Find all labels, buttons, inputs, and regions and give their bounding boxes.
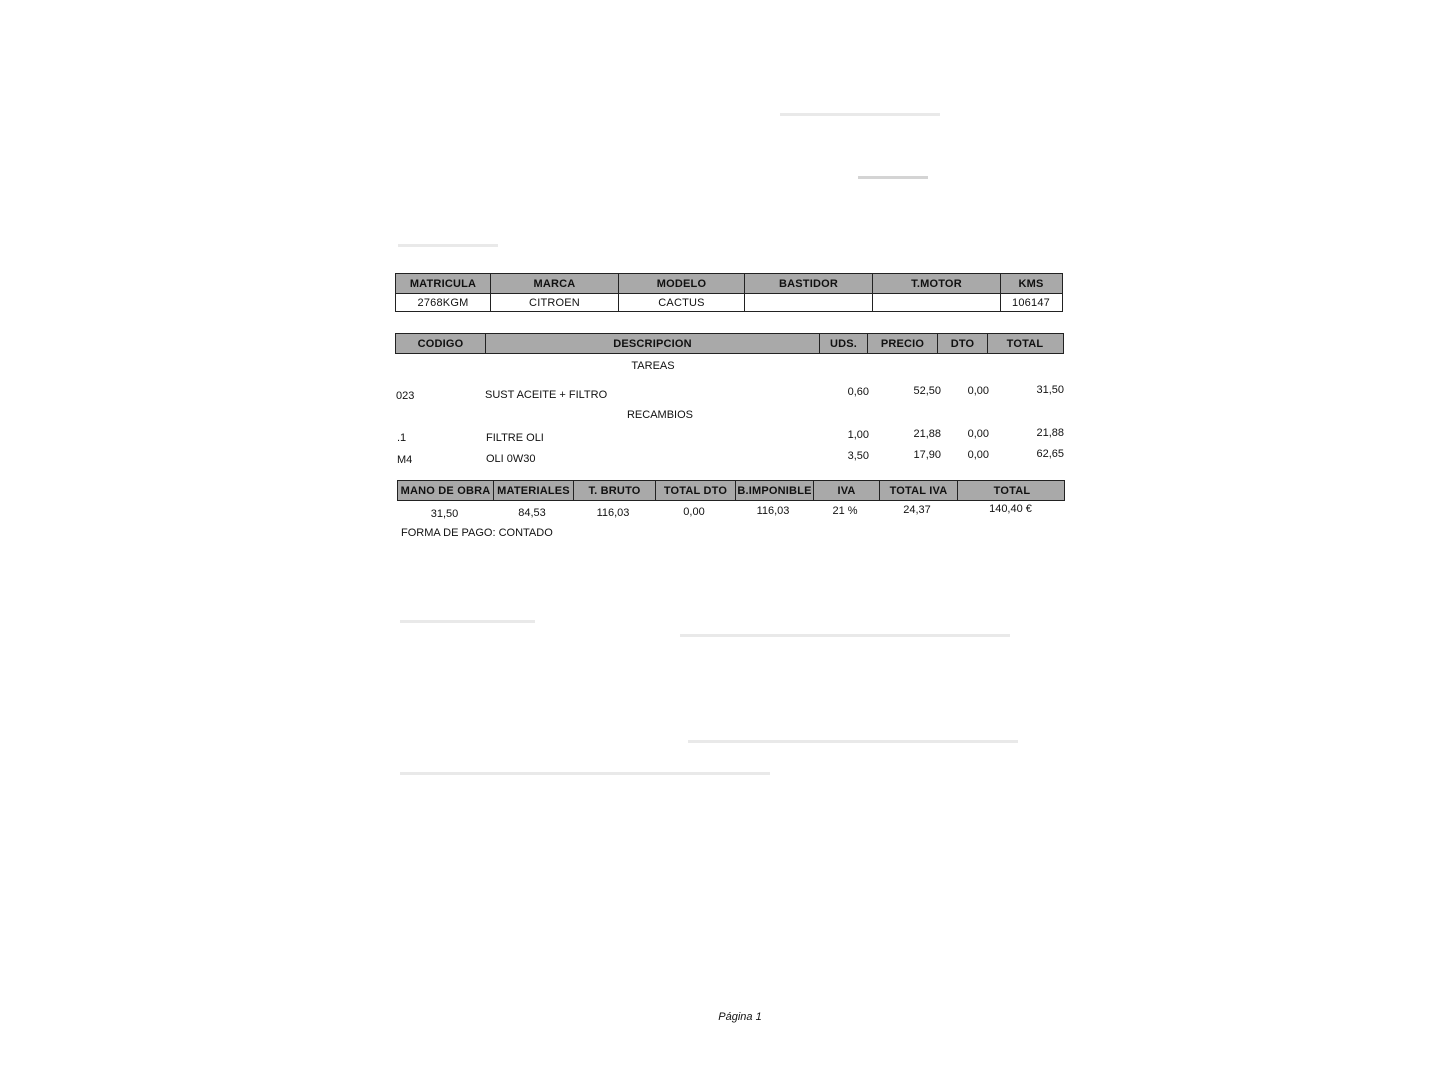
- header-mano-de-obra: MANO DE OBRA: [400, 484, 491, 497]
- value-b-imponible: 116,03: [756, 505, 790, 517]
- row-dto: 0,00: [967, 428, 989, 440]
- value-mano-de-obra: 31,50: [430, 508, 459, 520]
- page-number: Página 1: [718, 1011, 762, 1023]
- value-total-iva: 24,37: [903, 504, 931, 516]
- header-tmotor: T.MOTOR: [872, 274, 1000, 294]
- value-modelo: CACTUS: [618, 294, 744, 311]
- row-uds: 3,50: [847, 450, 869, 462]
- header-total: TOTAL: [957, 481, 1066, 500]
- header-precio: PRECIO: [867, 334, 937, 353]
- row-total: 62,65: [1036, 448, 1064, 460]
- redacted-footer-line: [688, 740, 1018, 743]
- row-total: 31,50: [1036, 384, 1064, 396]
- section-title-tareas: TAREAS: [631, 360, 675, 372]
- row-codigo: M4: [397, 454, 413, 466]
- header-kms: KMS: [1000, 274, 1061, 294]
- header-descripcion: DESCRIPCION: [485, 334, 819, 353]
- value-iva: 21 %: [832, 505, 858, 517]
- row-dto: 0,00: [967, 385, 989, 397]
- header-b-imponible: B.IMPONIBLE: [735, 481, 813, 500]
- row-dto: 0,00: [967, 449, 989, 461]
- vehicle-table-row: [395, 293, 1063, 312]
- redacted-footer-line: [400, 772, 770, 775]
- header-matricula: MATRICULA: [409, 278, 477, 290]
- value-marca: CITROEN: [490, 294, 618, 311]
- payment-method: FORMA DE PAGO: CONTADO: [401, 527, 553, 539]
- totals-table-header: [397, 480, 1065, 501]
- row-precio: 21,88: [913, 428, 941, 440]
- redacted-footer-line: [680, 634, 1010, 637]
- redacted-header-line: [858, 176, 928, 179]
- value-t-bruto: 116,03: [596, 507, 630, 519]
- header-codigo: CODIGO: [417, 337, 464, 350]
- row-codigo: 023: [396, 390, 415, 402]
- redacted-header-line: [780, 113, 940, 116]
- row-codigo: .1: [397, 432, 407, 444]
- header-iva: IVA: [813, 481, 879, 500]
- redacted-header-line: [398, 244, 498, 247]
- value-bastidor: [744, 294, 872, 311]
- header-marca: MARCA: [490, 274, 618, 294]
- section-title-recambios: RECAMBIOS: [626, 409, 693, 421]
- header-t-bruto: T. BRUTO: [573, 481, 655, 500]
- header-dto: DTO: [937, 334, 987, 353]
- row-uds: 1,00: [847, 429, 869, 441]
- value-total-dto: 0,00: [683, 506, 705, 518]
- row-descripcion: FILTRE OLI: [486, 432, 544, 444]
- row-precio: 52,50: [913, 385, 941, 397]
- value-total: 140,40 €: [989, 503, 1032, 515]
- row-precio: 17,90: [913, 449, 941, 461]
- header-modelo: MODELO: [618, 274, 744, 294]
- value-materiales: 84,53: [518, 507, 546, 519]
- vehicle-table-header: [395, 273, 1063, 295]
- header-total: TOTAL: [987, 334, 1062, 353]
- header-uds: UDS.: [819, 334, 867, 353]
- row-uds: 0,60: [847, 386, 869, 398]
- header-materiales: MATERIALES: [493, 481, 573, 500]
- row-total: 21,88: [1036, 427, 1064, 439]
- row-descripcion: OLI 0W30: [486, 453, 536, 465]
- value-matricula: 2768KGM: [417, 296, 469, 309]
- header-bastidor: BASTIDOR: [744, 274, 872, 294]
- value-tmotor: [872, 294, 1000, 311]
- row-descripcion: SUST ACEITE + FILTRO: [485, 389, 608, 401]
- items-table-header: [395, 333, 1064, 354]
- header-total-iva: TOTAL IVA: [879, 481, 957, 500]
- value-kms: 106147: [1000, 294, 1061, 311]
- redacted-footer-line: [400, 620, 535, 623]
- header-total-dto: TOTAL DTO: [655, 481, 735, 500]
